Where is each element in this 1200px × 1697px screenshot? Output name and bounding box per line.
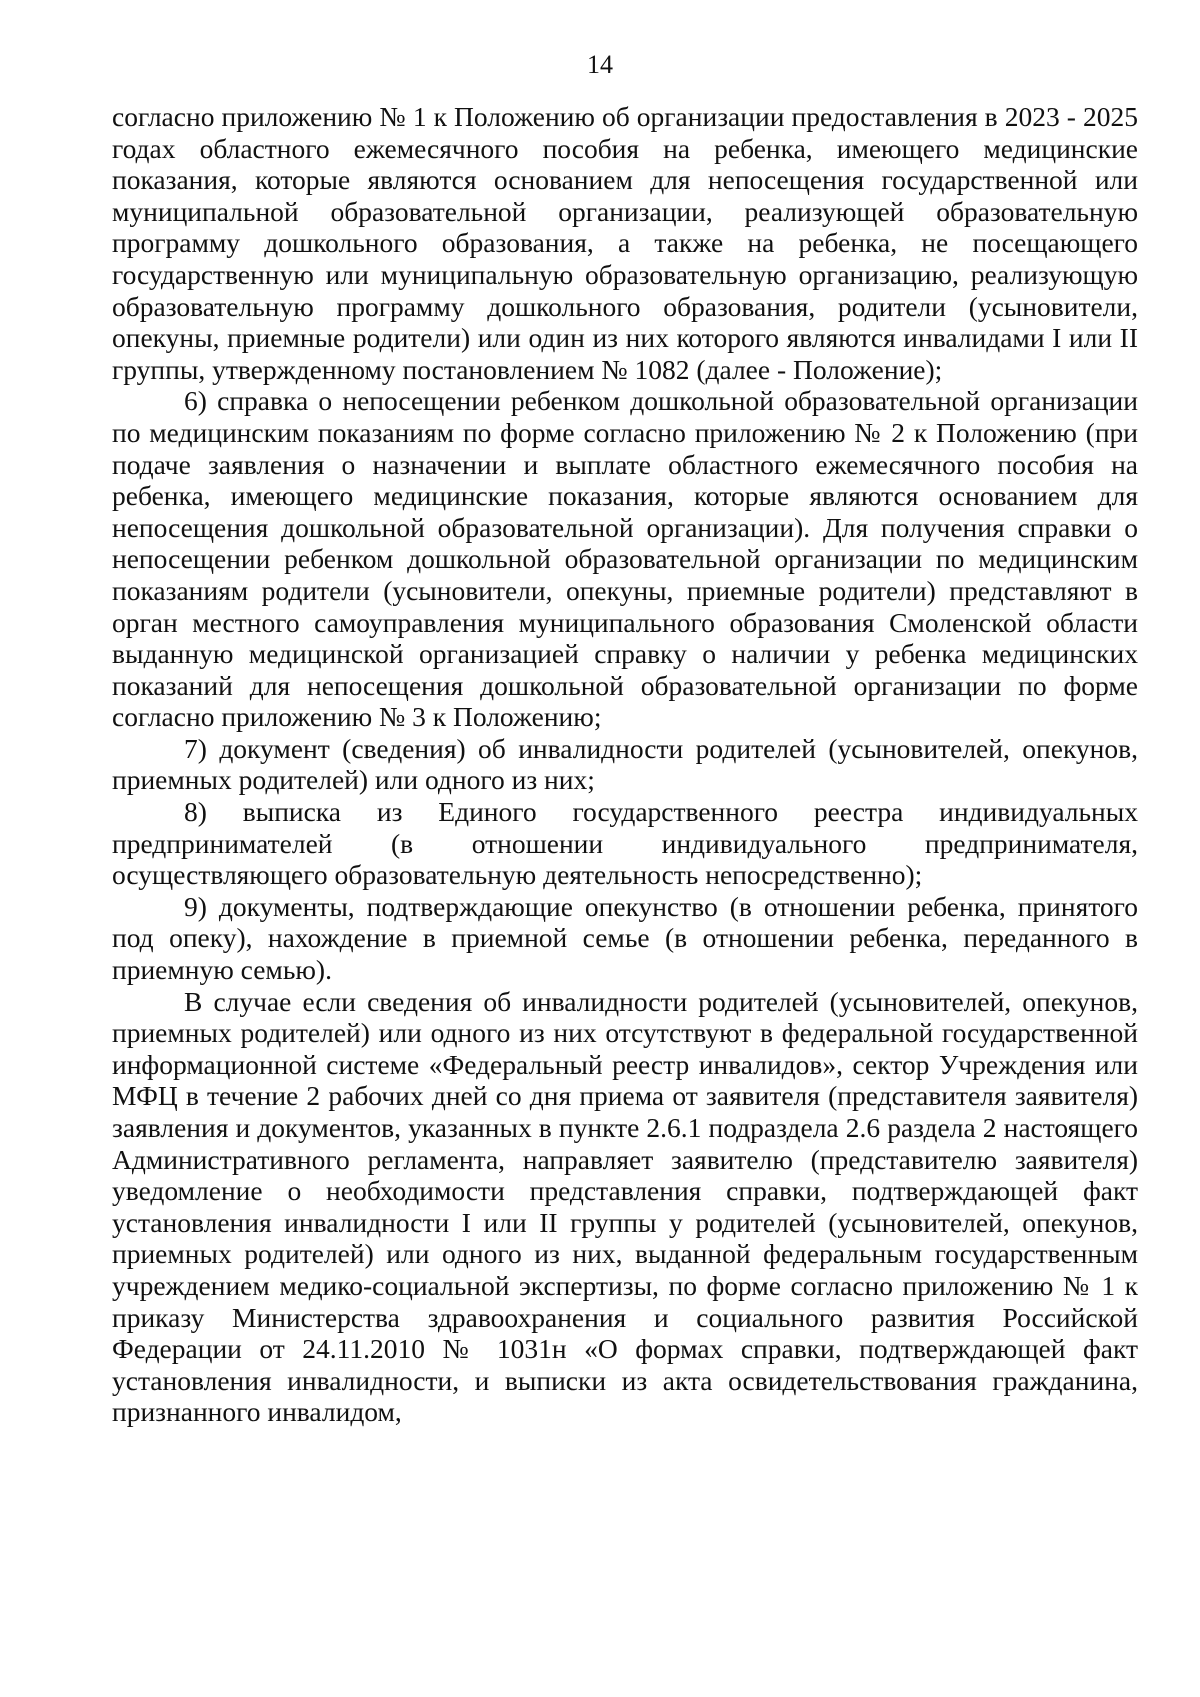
document-body [112, 101, 1138, 1428]
paragraph-item-7: 7) документ (сведения) об инвалидности родителей (усыновителей, опекунов, приемных родителей) или одного из них; [112, 732, 1138, 796]
paragraph-item-8: 8) выписка из Единого государственного реестра индивидуальных предпринимателей (в отношении индивидуального предпринимателя, осуществляющего образовательную деятельность непосредственно); [112, 796, 1138, 891]
page-number: 14 [587, 50, 613, 79]
paragraph-item-9: 9) документы, подтверждающие опекунство (в отношении ребенка, принятого под опеку), нахождение в приемной семье (в отношении ребенка, переданного в приемную семью). [112, 890, 1138, 986]
paragraph-item-6: 6) справка о непосещении ребенком дошкольной образовательной организации по медицинским показаниям по форме согласно приложению № 2 к Положению (при подаче заявления о назначении и выплате областного ежемесячного пособия на ребенка, имеющего медицинские показания, которые являются основанием для непосещения дошкольной образовательной организации). Для получения справки о непосещении ребенком дошкольной образовательной организации по медицинским показаниям родители (усыновители, опекуны, приемные родители) представляют в орган местного самоуправления муниципального образования Смоленской области выданную медицинской организацией справку о наличии у ребенка медицинских показаний для непосещения дошкольной образовательной организации по форме согласно приложению № 3 к Положению; [112, 385, 1138, 733]
paragraph-continuation: согласно приложению № 1 к Положению об организации предоставления в 2023 - 2025 годах областного ежемесячного пособия на ребенка, имеющего медицинские показания, которые являются основанием для непосещения государственной или муниципальной образовательной организации, реализующей образовательную программу дошкольного образования, а также на ребенка, не посещающего государственную или муниципальную образовательную организацию, реализующую образовательную программу дошкольного образования, родители (усыновители, опекуны, приемные родители) или один из них которого являются инвалидами I или II группы, утвержденному постановлением № 1082 (далее - Положение); [112, 101, 1138, 385]
paragraph-disability-info: В случае если сведения об инвалидности родителей (усыновителей, опекунов, приемных родителей) или одного из них отсутствуют в федеральной государственной информационной системе «Федеральный реестр инвалидов», сектор Учреждения или МФЦ в течение 2 рабочих дней со дня приема от заявителя (представителя заявителя) заявления и документов, указанных в пункте 2.6.1 подраздела 2.6 раздела 2 настоящего Административного регламента, направляет заявителю (представителю заявителя) уведомление о необходимости представления справки, подтверждающей факт установления инвалидности I или II группы у родителей (усыновителей, опекунов, приемных родителей) или одного из них, выданной федеральным государственным учреждением медико-социальной экспертизы, по форме согласно приложению № 1 к приказу Министерства здравоохранения и социального развития Российской Федерации от 24.11.2010 № 1031н «О формах справки, подтверждающей факт установления инвалидности, и выписки из акта освидетельствования гражданина, признанного инвалидом, [112, 985, 1138, 1428]
